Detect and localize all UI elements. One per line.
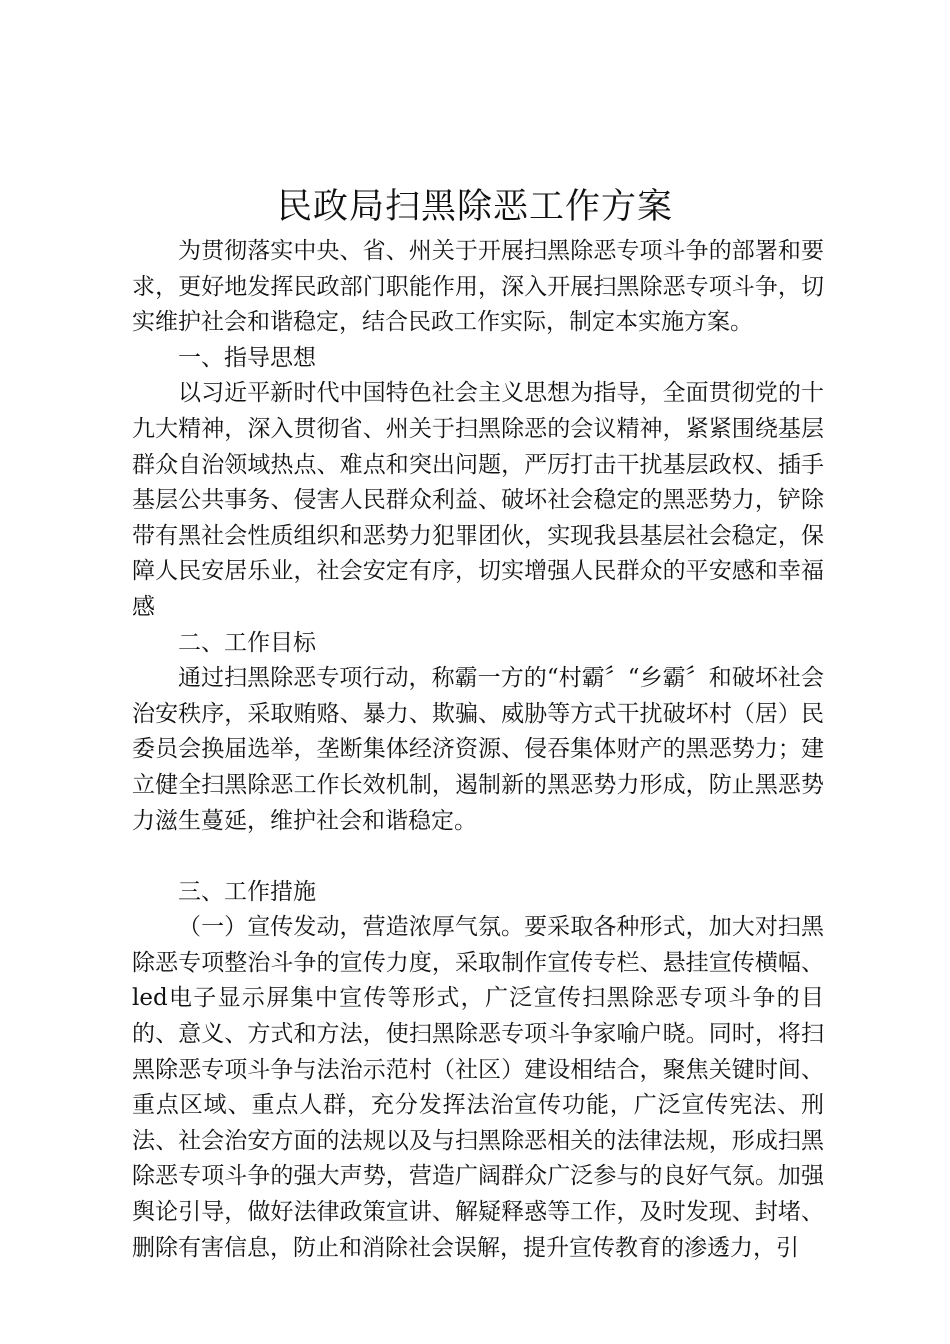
- section-text-guiding-thought: 以习近平新时代中国特色社会主义思想为指导，全面贯彻党的十九大精神，深入贯彻省、州关于扫黑除恶的会议精神，紧紧围绕基层群众自治领域热点、难点和突出问题，严厉打击干扰基层政权、插手基层公共事务、侵害人民群众利益、破坏社会稳定的黑恶势力，铲除带有黑社会性质组织和恶势力犯罪团伙，实现我县基层社会稳定，保障人民安居乐业，社会安定有序，切实增强人民群众的平安感和幸福感: [132, 380, 824, 620]
- section-text-work-goals: 通过扫黑除恶专项行动，称霸一方的“村霸〞“乡霸〞和破坏社会治安秩序，采取贿赂、暴力、欺骗、威胁等方式干扰破坏村（居）民委员会换届选举，垄断集体经济资源、侵吞集体财产的黑恶势力；建立健全扫黑除恶工作长效机制，遏制新的黑恶势力形成，防止黑恶势力滋生蔓延，维护社会和谐稳定。: [132, 665, 824, 834]
- section-text-work-measures: （一）宣传发动，营造浓厚气氛。要采取各种形式，加大对扫黑除恶专项整治斗争的宣传力度，采取制作宣传专栏、悬挂宣传横幅、led电子显示屏集中宣传等形式，广泛宣传扫黑除恶专项斗争的目的、意义、方式和方法，使扫黑除恶专项斗争家喻户晓。同时，将扫黑除恶专项斗争与法治示范村（社区）建设相结合，聚焦关键时间、重点区域、重点人群，充分发挥法治宣传功能，广泛宣传宪法、刑法、社会治安方面的法规以及与扫黑除恶相关的法律法规，形成扫黑除恶专项斗争的强大声势，营造广阔群众广泛参与的良好气氛。加强舆论引导，做好法律政策宣讲、解疑释惑等工作，及时发现、封堵、删除有害信息，防止和消除社会误解，提升宣传教育的渗透力，引: [132, 914, 824, 1261]
- blank-line: [132, 839, 824, 875]
- intro-paragraph: 为贯彻落实中央、省、州关于开展扫黑除恶专项斗争的部署和要求，更好地发挥民政部门职能作用，深入开展扫黑除恶专项斗争，切实维护社会和谐稳定，结合民政工作实际，制定本实施方案。: [132, 238, 824, 336]
- document-title: 民政局扫黑除恶工作方案: [276, 187, 673, 227]
- section-heading-work-measures: 三、工作措施: [178, 878, 316, 905]
- document-body: [132, 234, 824, 1266]
- section-heading-guiding-thought: 一、指导思想: [178, 344, 316, 371]
- section-heading-work-goals: 二、工作目标: [178, 629, 316, 656]
